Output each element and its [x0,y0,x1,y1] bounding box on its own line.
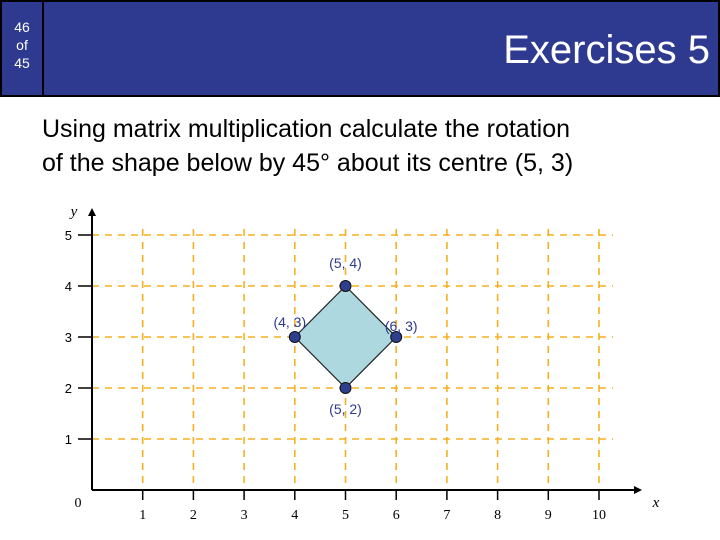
y-tick-label: 2 [64,381,72,396]
header-bar [44,0,720,97]
slide-of: of [16,37,28,53]
x-tick-label: 7 [443,508,451,523]
x-tick-label: 4 [291,508,299,523]
y-axis-arrow [88,208,96,216]
y-tick-label: 4 [64,279,72,294]
x-axis-label: x [652,495,660,511]
x-tick-label: 5 [342,508,349,523]
x-tick-label: 3 [240,508,248,523]
vertex-label: (4, 3) [273,314,307,330]
diamond-shape [295,286,396,388]
y-tick-label: 5 [64,228,72,243]
x-tick-label: 2 [189,508,197,523]
page-title: Exercises 5 [503,28,710,72]
vertex-point [289,332,300,343]
vertex-label: (5, 2) [329,401,362,417]
slide-total: 45 [14,55,30,71]
x-tick-label: 8 [494,508,502,523]
question-line-2: of the shape below by 45° about its centre (5, 3) [42,149,574,177]
slide-number: 46 [14,19,30,35]
y-tick-label: 3 [64,330,72,345]
y-tick-label: 1 [64,432,72,447]
vertex-label: (5, 4) [329,255,362,271]
x-tick-label: 10 [592,508,606,523]
x-tick-label: 6 [392,508,400,523]
vertex-point [340,383,351,394]
x-tick-label: 9 [544,508,552,523]
question-line-1: Using matrix multiplication calculate the rotation [42,115,571,143]
origin-label: 0 [74,496,82,511]
slide-counter [0,0,44,97]
x-axis-arrow [634,486,642,494]
vertex-point [340,281,351,292]
question-text [42,112,712,180]
y-axis-label: y [70,204,78,220]
coordinate-graph [0,200,720,540]
vertex-label: (6, 3) [384,318,418,334]
x-tick-label: 1 [139,508,147,523]
